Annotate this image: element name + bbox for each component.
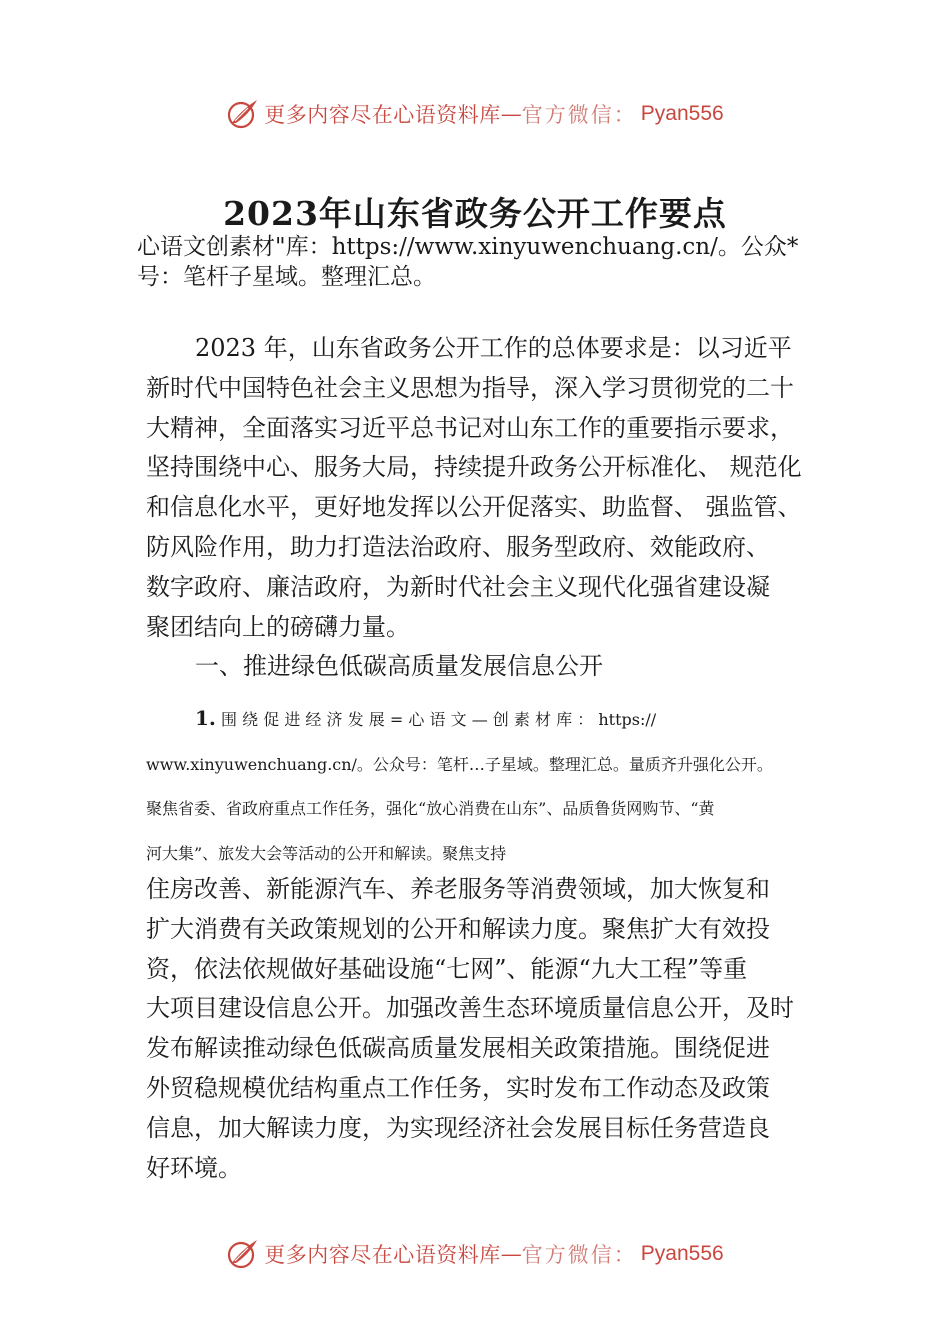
paragraph-line: 发布解读推动绿色低碳高质量发展相关政策措施。围绕促进	[146, 1034, 770, 1063]
banner-wechat-id: Pyan556	[640, 1242, 724, 1265]
banner-separator: —	[500, 102, 522, 126]
paragraph-line: 大精神，全面落实习近平总书记对山东工作的重要指示要求，	[146, 413, 794, 442]
paragraph-line: 数字政府、廉洁政府，为新时代社会主义现代化强省建设凝	[146, 572, 770, 601]
source-line: 号：笔杆子星域。整理汇总。	[137, 264, 436, 290]
item-number: 1.	[195, 706, 216, 730]
paragraph-line: 2023 年，山东省政务公开工作的总体要求是：以习近平	[195, 334, 792, 362]
item-1-line: 聚焦省委、省政府重点工作任务，强化“放心消费在山东”、品质鲁货网购节、“黄	[146, 799, 715, 818]
item-1-first-line	[146, 696, 816, 743]
header-watermark-banner	[0, 94, 950, 134]
paragraph-line: 大项目建设信息公开。加强改善生态环境质量信息公开，及时	[146, 994, 794, 1023]
char: 材	[535, 710, 552, 729]
char: =	[389, 710, 404, 729]
section-heading: 一、推进绿色低碳高质量发展信息公开	[195, 652, 603, 680]
intro-paragraph	[146, 329, 826, 647]
char: 进	[284, 710, 301, 729]
paragraph-line: 坚持围绕中心、服务大局，持续提升政务公开标准化、 规范化	[146, 453, 802, 482]
paragraph-line: 防风险作用，助力打造法治政府、服务型政府、效能政府、	[146, 532, 770, 561]
item-1-continuation	[146, 870, 826, 1188]
char: 文	[450, 710, 467, 729]
item-1-line: www.xinyuwenchuang.cn/。公众号：笔杆…子星域。整理汇总。量质齐升强化公开。	[146, 754, 773, 774]
char: https://	[598, 710, 657, 729]
paragraph-line: 扩大消费有关政策规划的公开和解读力度。聚焦扩大有效投	[146, 914, 770, 943]
banner-subtext: 官方微信：	[521, 1243, 637, 1267]
char: 发	[347, 710, 364, 729]
char: 经	[305, 710, 322, 729]
paragraph-line: 和信息化水平，更好地发挥以公开促落实、助监督、 强监管、	[146, 493, 802, 522]
char: 促	[263, 710, 280, 729]
document-title: 2023年山东省政务公开工作要点	[223, 194, 727, 233]
char: —	[471, 710, 488, 729]
char: 绕	[242, 710, 259, 729]
char: 济	[326, 710, 343, 729]
banner-text: 更多内容尽在心语资料库	[264, 1243, 501, 1267]
item-1-small-text	[146, 696, 816, 876]
char: 心	[408, 710, 425, 729]
quill-logo-icon	[226, 1237, 260, 1271]
char: 围	[220, 710, 237, 729]
source-line: 心语文创素材"库：https://www.xinyuwenchuang.cn/。公众*	[137, 234, 799, 260]
char: 素	[513, 710, 530, 729]
char: ：	[577, 710, 594, 729]
paragraph-line: 住房改善、新能源汽车、养老服务等消费领域，加大恢复和	[146, 875, 770, 903]
paragraph-line: 好环境。	[146, 1153, 242, 1182]
char: 库	[556, 710, 573, 729]
banner-wechat-id: Pyan556	[640, 102, 724, 125]
quill-logo-icon	[226, 97, 260, 131]
char: 创	[492, 710, 509, 729]
paragraph-line: 信息，加大解读力度，为实现经济社会发展目标任务营造良	[146, 1113, 770, 1142]
paragraph-line: 外贸稳规模优结构重点工作任务，实时发布工作动态及政策	[146, 1073, 770, 1102]
footer-watermark-banner	[0, 1234, 950, 1274]
banner-text: 更多内容尽在心语资料库	[264, 103, 501, 127]
source-note	[137, 232, 837, 292]
paragraph-line: 新时代中国特色社会主义思想为指导，深入学习贯彻党的二十	[146, 373, 794, 402]
item-1-line: 河大集”、旅发大会等活动的公开和解读。聚焦支持	[146, 843, 507, 863]
char: 语	[429, 710, 446, 729]
paragraph-line: 聚团结向上的磅礴力量。	[146, 612, 410, 641]
char: 展	[368, 710, 385, 729]
banner-separator: —	[500, 1242, 522, 1266]
banner-subtext: 官方微信：	[521, 103, 637, 127]
paragraph-line: 资，依法依规做好基础设施“七网”、能源“九大工程”等重	[146, 954, 748, 983]
